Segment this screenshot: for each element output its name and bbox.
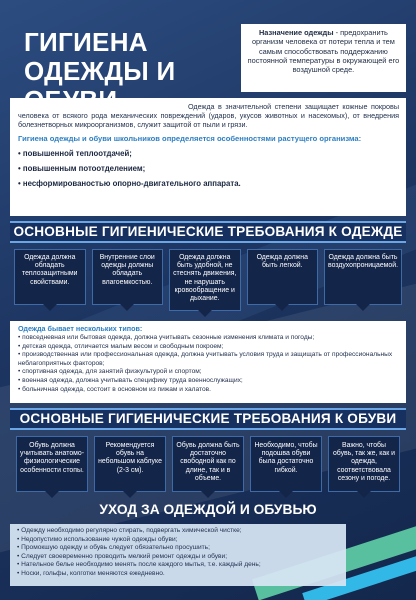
intro-text: Одежда в значительной степени защищает кожные покровы человека от всякого рода механических повреждений (ударов, укусов животных и насекомых), от внедрения болезнетворных микроорганизмов, служит защитой от пыли и грязи.	[18, 102, 399, 130]
purpose-box	[241, 24, 406, 92]
clothes-requirement-card: Одежда должна быть легкой.	[247, 249, 319, 305]
shoes-requirement-card: Обувь должна быть достаточно свободной как по длине, так и в объеме.	[172, 436, 244, 492]
clothes-section-title: ОСНОВНЫЕ ГИГИЕНИЧЕСКИЕ ТРЕБОВАНИЯ К ОДЕЖДЕ	[10, 221, 406, 243]
shoes-requirements	[10, 430, 406, 492]
intro-bullet: • несформированостью опорно-двигательного аппарата.	[18, 179, 241, 189]
clothing-type-item: • производственная или профессиональная одежда, должна учитывать условия труда и защищать от профессиональных неблагоприятных факторов;	[18, 351, 393, 367]
clothes-requirements	[10, 243, 406, 311]
clothing-types-lead: Одежда бывает нескольких типов:	[18, 324, 143, 333]
clothes-requirement-card: Одежда должна обладать теплозащитными свойствами.	[14, 249, 86, 305]
intro-lead: Гигиена одежды и обуви школьников определяется особенностями растущего организма:	[18, 133, 362, 143]
shoes-section-title: ОСНОВНЫЕ ГИГИЕНИЧЕСКИЕ ТРЕБОВАНИЯ К ОБУВИ	[10, 408, 406, 430]
purpose-lead: Назначение одежды	[258, 28, 334, 37]
care-list	[10, 524, 346, 586]
care-item: • Промокшую одежду и обувь следует обязательно просушить;	[17, 544, 210, 552]
header-row	[10, 10, 406, 115]
clothes-requirement-card: Внутренние слои одежды должны обладать влагоемкостью.	[92, 249, 164, 305]
intro-bullet: • повышенным потоотделением;	[18, 164, 146, 174]
purpose-text: - предохранить организм человека от потери тепла и тем самым способствовать поддержанию постоянной температуры в окружающей его воздушной среде.	[247, 28, 400, 75]
intro-bullet: • повышенной теплоотдачей;	[18, 149, 132, 159]
shoes-requirement-card: Важно, чтобы обувь, так же, как и одежда, соответствовала сезону и погоде.	[328, 436, 400, 492]
care-item: • Нательное белье необходимо менять после каждого мытья, т.е. каждый день;	[17, 561, 261, 569]
shoes-requirement-card: Рекомендуется обувь на небольшом каблуке (2-3 см).	[94, 436, 166, 492]
clothes-requirement-card: Одежда должна быть воздухопроницаемой.	[324, 249, 402, 305]
clothing-type-item: • военная одежда, должна учитывать специфику труда военнослужащих;	[18, 376, 243, 384]
clothing-type-item: • спортивная одежда, для занятий физкультурой и спортом;	[18, 368, 202, 376]
care-item: • Одежду необходимо регулярно стирать, подвергать химической чистке;	[17, 527, 242, 534]
clothes-requirement-card: Одежда должна быть удобной, не стеснять движения, не нарушать кровообращение и дыхание.	[169, 249, 241, 311]
care-item: • Недопустимо использование чужой одежды обуви;	[17, 535, 178, 543]
shoes-requirement-card: Необходимо, чтобы подошва обуви была достаточно гибкой.	[250, 436, 322, 492]
intro-panel	[10, 98, 406, 216]
clothing-type-item: • детская одежда, отличается малым весом и свободным покроем;	[18, 342, 224, 350]
poster-title: ГИГИЕНА ОДЕЖДЫ И ОБУВИ	[24, 27, 176, 115]
clothing-types-panel	[10, 321, 406, 403]
care-item: • Следует своевременно проводить мелкий ремонт одежды и обуви;	[17, 552, 228, 560]
clothing-type-item: • больничная одежда, состоит в основном из пижам и халатов.	[18, 385, 211, 393]
clothing-type-item: • повседневная или бытовая одежда, должна учитывать сезонные изменения климата и погоды;	[18, 334, 315, 341]
care-section-title: УХОД ЗА ОДЕЖДОЙ И ОБУВЬЮ	[99, 502, 317, 517]
shoes-requirement-card: Обувь должна учитывать анатомо-физиологические особенности стопы.	[16, 436, 88, 492]
care-item: • Носки, гольфы, колготки меняются ежедневно.	[17, 569, 165, 577]
